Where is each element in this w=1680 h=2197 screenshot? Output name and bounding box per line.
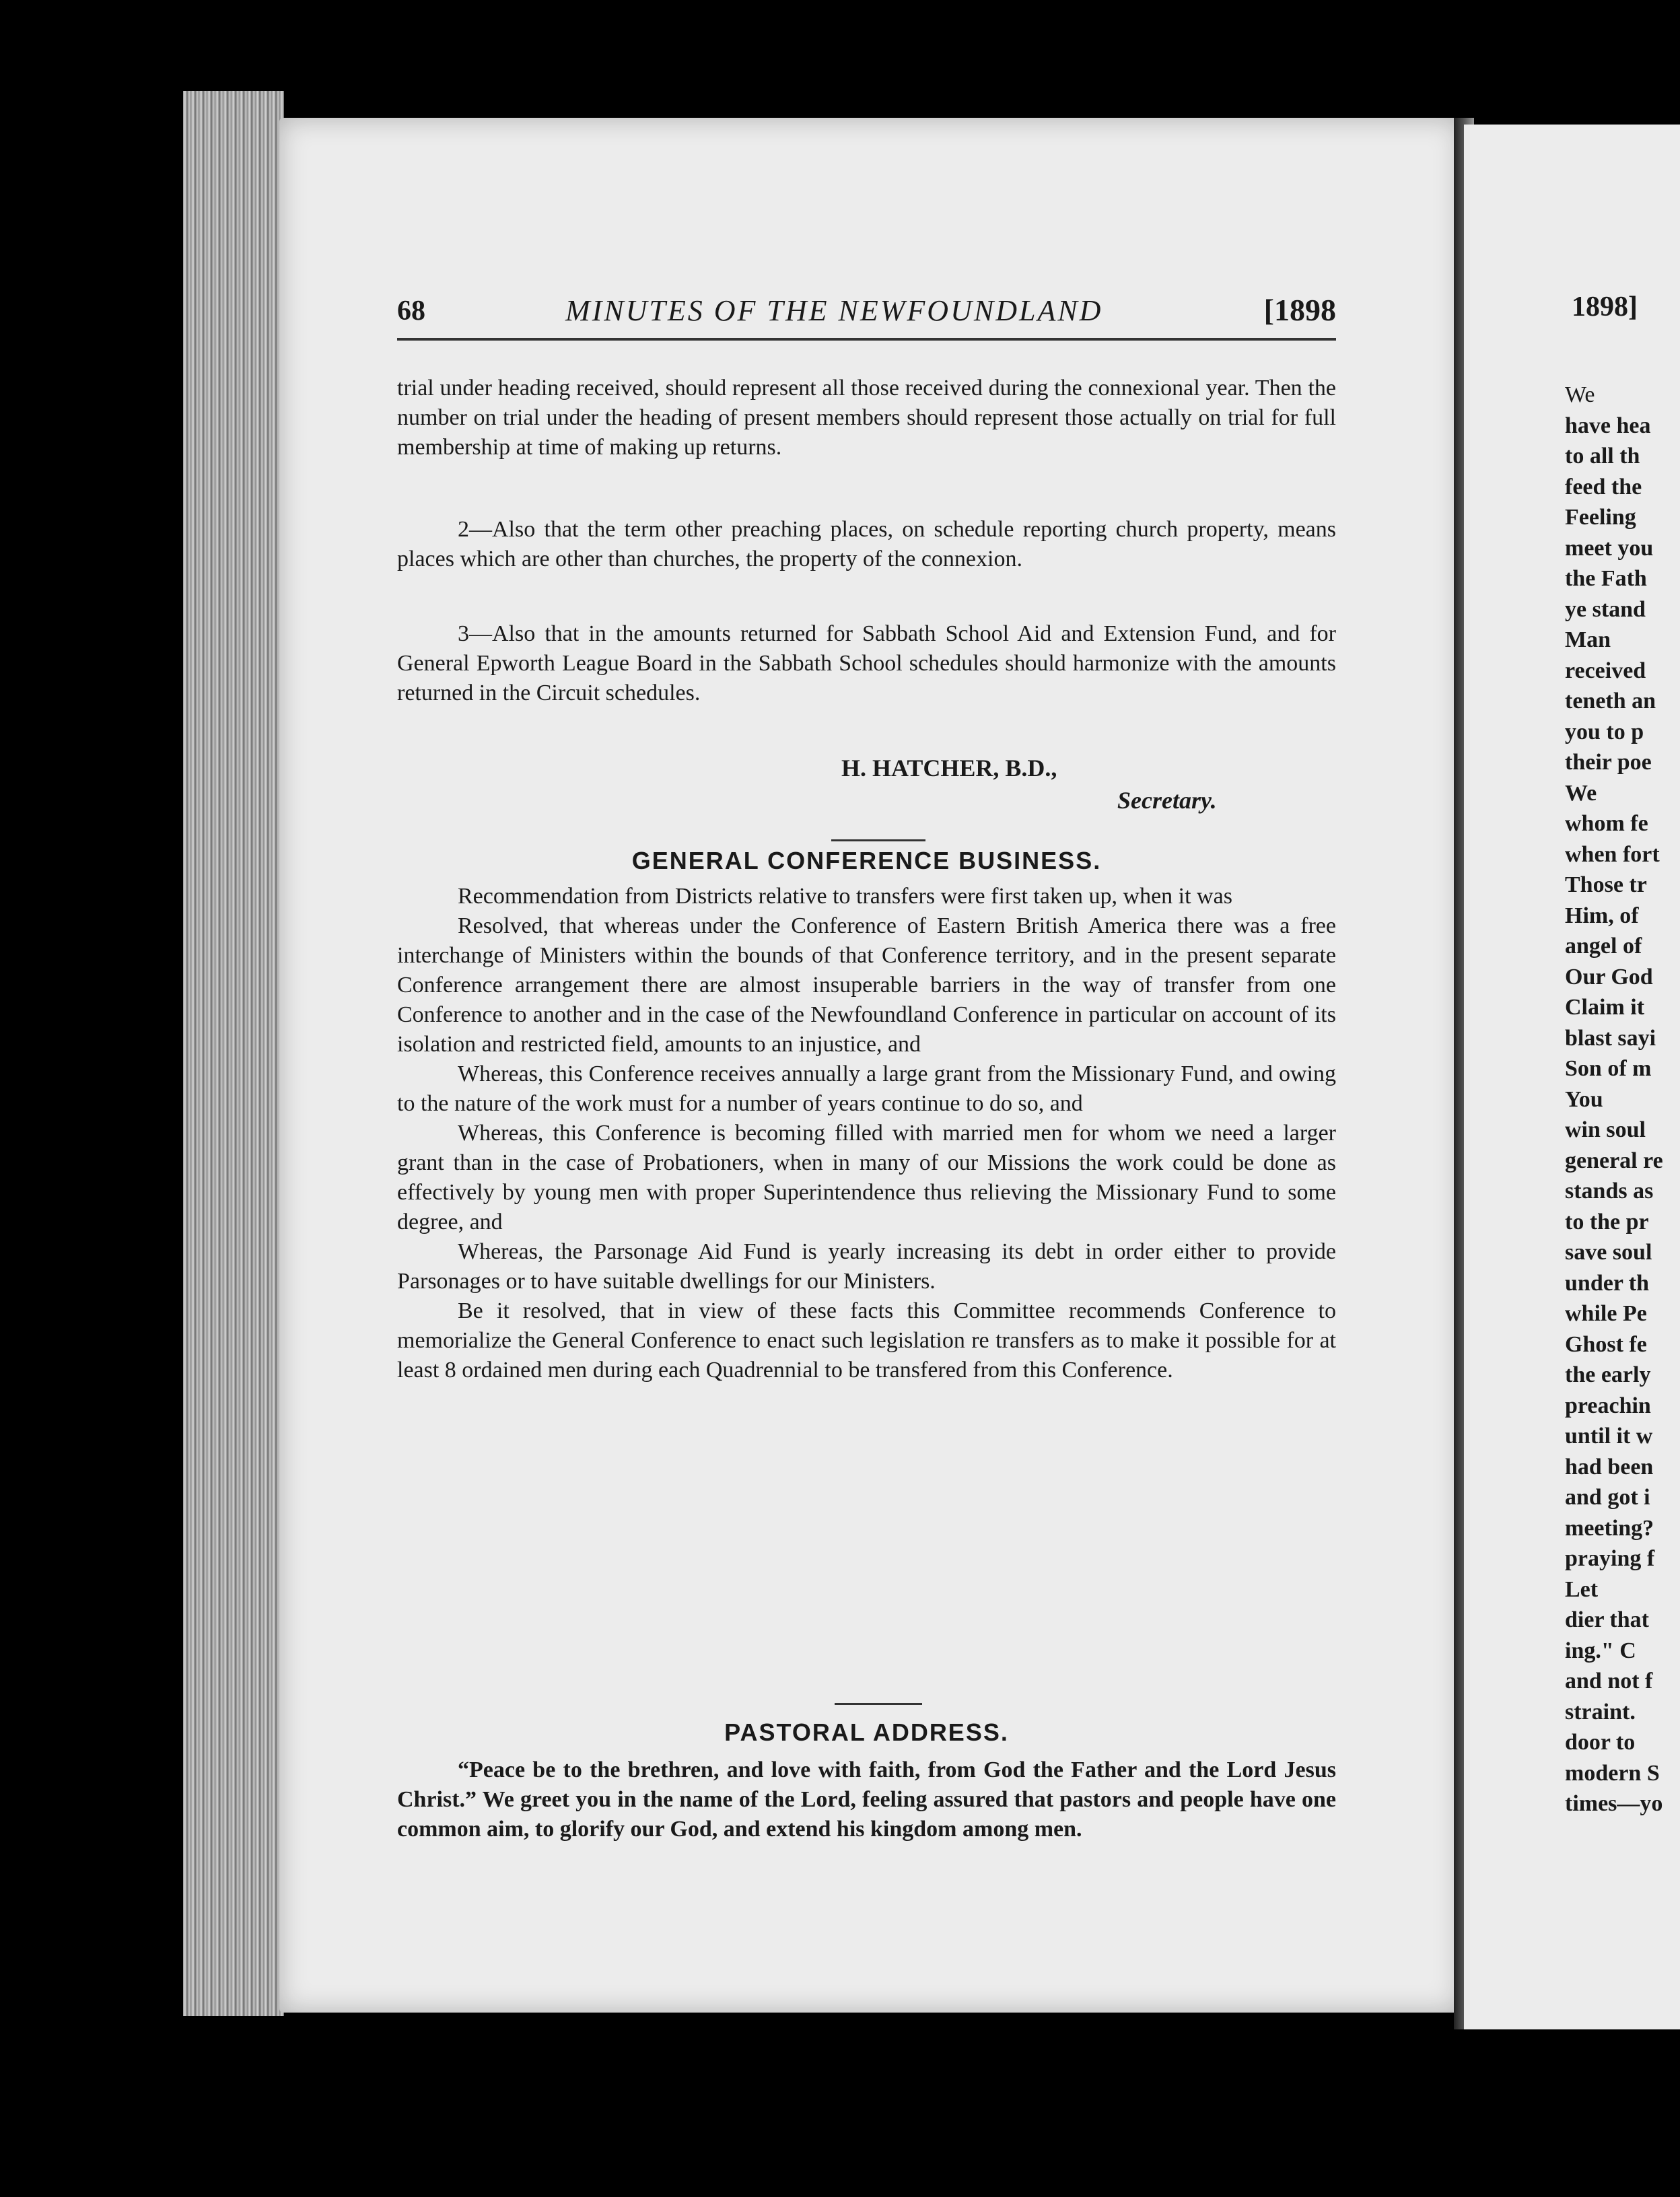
right-page-line: while Pe	[1565, 1301, 1647, 1326]
right-page-line: ing." C	[1565, 1638, 1636, 1663]
right-page-line: the Fath	[1565, 566, 1647, 591]
right-page-line: have hea	[1565, 413, 1651, 438]
right-page-line: the early	[1565, 1362, 1651, 1387]
right-page-line: Our God	[1565, 964, 1653, 989]
running-title: MINUTES OF THE NEWFOUNDLAND	[565, 294, 1103, 327]
right-page-line: angel of	[1565, 934, 1642, 958]
right-page-line: Let	[1565, 1576, 1599, 1602]
right-page-line: and got i	[1565, 1485, 1650, 1510]
item-2: 2—Also that the term other preaching places, on schedule reporting church property, means places which are other than churches, the property of the connexion.	[397, 517, 1336, 571]
right-page-line: under th	[1565, 1270, 1650, 1296]
right-page-line: You	[1565, 1086, 1603, 1112]
right-page-line: win soul	[1565, 1117, 1646, 1142]
right-page-line: save soul	[1565, 1240, 1652, 1265]
right-page-line: to all th	[1565, 444, 1640, 468]
right-page-line: their poe	[1565, 750, 1652, 775]
general-conference-text: Recommendation from Districts relative to transfers were first taken up, when it was Resolved, that whereas under the Conference of Eastern British America there was a free interchange of Ministers within the bounds of that Conference territory, and in the present separate Conference arrangement there are almost insuperable barriers in the way of transfer from one Conference to another and in the case of the Newfoundland Conference in particular on account of its isolation and restricted field, amounts to an injustice, and Whereas, this Conference receives annually a large grant from the Missionary Fund, and owing to the nature of the work must for a number of years continue to do so, and Whereas, this Conference is becoming filled with married men for whom we need a larger grant than in the case of Probationers, when in many of our Missions the work could be done as effectively by young men with proper Superintendence thus relieving the Missionary Fund to some degree, and Whereas, the Parsonage Aid Fund is yearly increasing its debt in order either to provide Parsonages or to have suitable dwellings for our Ministers. Be it resolved, that in view of these facts this Committee recommends Conference to memorialize the General Conference to enact such legislation re transfers as to make it possible for at least 8 ordained men during each Quadrennial to be transfered from this Conference.	[397, 884, 1336, 1383]
right-page-line: straint.	[1565, 1699, 1636, 1724]
right-page-line: Ghost fe	[1565, 1331, 1647, 1357]
right-page-line: meet you	[1565, 535, 1654, 561]
section-heading-pastoral-address: PASTORAL ADDRESS.	[724, 1718, 1009, 1746]
page-number: 68	[397, 295, 425, 326]
right-page-line: had been	[1565, 1454, 1654, 1479]
right-page-line: you to p	[1565, 719, 1644, 744]
page-edge-stack	[183, 91, 284, 2016]
signature-title: Secretary.	[1117, 787, 1217, 814]
right-page-line: preachin	[1565, 1393, 1651, 1418]
running-header	[397, 295, 1336, 328]
right-page-line: whom fe	[1565, 811, 1648, 836]
right-page-line: praying f	[1565, 1546, 1655, 1571]
section-heading-general-conference: GENERAL CONFERENCE BUSINESS.	[631, 847, 1102, 874]
item-3: 3—Also that in the amounts returned for Sabbath School Aid and Extension Fund, and for General Epworth League Board in the Sabbath School schedules should harmonize with the amounts returned in the Circuit schedules.	[397, 621, 1336, 705]
right-page-line: to the pr	[1565, 1209, 1649, 1234]
right-page-line: door to	[1565, 1730, 1636, 1755]
right-page-line: We	[1565, 382, 1595, 407]
right-page-line: stands as	[1565, 1179, 1654, 1204]
right-page-line: teneth an	[1565, 689, 1656, 713]
header-year: [1898	[1263, 293, 1336, 327]
section-divider-2	[835, 1703, 922, 1705]
header-rule	[397, 338, 1336, 341]
right-page-line: received	[1565, 658, 1646, 683]
right-page-line: We	[1565, 780, 1597, 806]
right-page-line: meeting?	[1565, 1515, 1654, 1541]
section-divider	[831, 839, 925, 841]
right-page-line: feed the	[1565, 474, 1642, 499]
right-page-line: Him, of	[1565, 903, 1639, 928]
right-page-line: modern S	[1565, 1760, 1660, 1786]
right-page-year: 1898]	[1572, 291, 1638, 322]
right-page-line: and not f	[1565, 1669, 1653, 1694]
right-page-line: when fort	[1565, 841, 1660, 867]
right-page-line: dier that	[1565, 1607, 1649, 1632]
continued-paragraph: trial under heading received, should represent all those received during the connexional year. Then the number on trial under the heading of present members should represent those actually on trial for full membership at time of making up returns.	[397, 376, 1336, 460]
right-page-line: blast sayi	[1565, 1025, 1656, 1051]
right-page-line: times—yo	[1565, 1791, 1663, 1816]
right-page-line: until it w	[1565, 1424, 1653, 1449]
right-page-line: ye stand	[1565, 596, 1646, 622]
pastoral-address-text: “Peace be to the brethren, and love with faith, from God the Father and the Lord Jesus Christ.” We greet you in the name of the Lord, feeling assured that pastors and people have one common aim, to glorify our God, and extend his kingdom among men.	[397, 1757, 1336, 1842]
right-page-line: Feeling	[1565, 505, 1636, 530]
right-page-line: Son of m	[1565, 1056, 1652, 1081]
right-page-line: Those tr	[1565, 872, 1647, 897]
right-page-line: Man	[1565, 627, 1611, 652]
right-page-line: Claim it	[1565, 995, 1645, 1020]
right-page-line: general re	[1565, 1148, 1663, 1173]
signature-name: H. HATCHER, B.D.,	[841, 755, 1057, 781]
